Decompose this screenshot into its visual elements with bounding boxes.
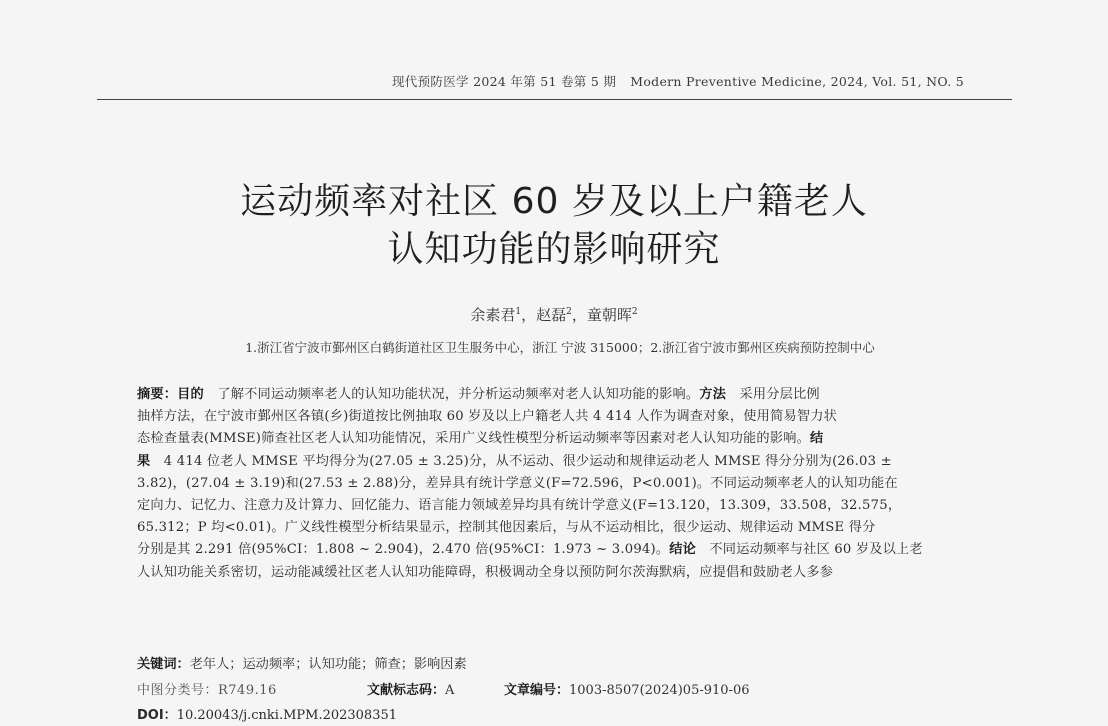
author-affil-mark: 2: [631, 307, 638, 317]
title-line-2: 认知功能的影响研究: [387, 229, 721, 270]
running-head: [392, 72, 972, 90]
abstract-section-heading: 果: [137, 453, 151, 469]
abstract-section-heading: 目的: [177, 387, 204, 402]
abstract-text: 3.82)，(27.04 ± 3.19)和(27.53 ± 2.88)分，差异具有统计学意义(F=72.596，P<0.001)。不同运动频率老人的认知功能在: [137, 475, 898, 491]
abstract-text: 人认知功能关系密切，运动能减缓社区老人认知功能障碍，积极调动全身以预防阿尔茨海默病，应提倡和鼓励老人多参: [137, 564, 834, 580]
author-list: 余素君$^1$，赵磊$^2$，童朝晖$^2$: [470, 306, 638, 324]
doi-value: 10.20043/j.cnki.MPM.202308351: [176, 708, 398, 723]
abstract-line: [137, 406, 977, 428]
abstract-line: [137, 562, 977, 584]
affiliation: 1.浙江省宁波市鄞州区白鹤街道社区卫生服务中心，浙江 宁波 315000；2.浙江省宁波市鄞州区疾病预防控制中心: [245, 340, 875, 355]
abstract-line: [137, 495, 977, 517]
abstract-line: [137, 428, 977, 450]
abstract-text: 65.312；P 均<0.01)。广义线性模型分析结果显示，控制其他因素后，与从不运动相比，很少运动、规律运动 MMSE 得分: [137, 520, 876, 536]
journal-name-cn: 现代预防医学 2024 年第 51 卷第 5 期: [392, 74, 617, 89]
article-number-value: 1003-8507(2024)05-910-06: [569, 683, 750, 698]
abstract-line: [137, 384, 977, 406]
classification-row: [137, 679, 750, 698]
author-name: 赵磊: [536, 306, 567, 324]
document-code-label: 文献标志码：: [367, 683, 446, 698]
author-affil-mark: 1: [515, 307, 522, 317]
abstract-text: 不同运动频率与社区 60 岁及以上老: [696, 542, 923, 558]
abstract: [137, 384, 977, 584]
abstract-section-heading: 结论: [669, 542, 697, 558]
document-code-value: A: [445, 683, 455, 698]
abstract-label: 摘要：: [137, 387, 178, 402]
abstract-text: 4 414 位老人 MMSE 平均得分为(27.05 ± 3.25)分，从不运动、很少运动和规律运动老人 MMSE 得分分别为(26.03 ±: [150, 453, 892, 469]
abstract-text: 态检查量表(MMSE)筛查社区老人认知功能情况，采用广义线性模型分析运动频率等因素对老人认知功能的影响。: [137, 431, 810, 447]
abstract-text: 了解不同运动频率老人的认知功能状况，并分析运动频率对老人认知功能的影响。: [203, 387, 700, 402]
doi: [137, 704, 397, 723]
clc-number: 中图分类号：R749.16: [137, 683, 277, 698]
abstract-line: [137, 517, 977, 539]
abstract-text: 分别是其 2.291 倍(95%CI：1.808 ~ 2.904)，2.470 倍(95%CI：1.973 ~ 3.094)。: [137, 542, 670, 558]
keywords-text: 老年人；运动频率；认知功能；筛查；影响因素: [189, 657, 467, 672]
journal-name-en: Modern Preventive Medicine, 2024, Vol. 51, NO. 5: [630, 74, 964, 89]
header-rule: [97, 99, 1012, 100]
abstract-line: [137, 539, 977, 561]
abstract-text: 采用分层比例: [726, 387, 820, 402]
article-title: [0, 178, 1108, 274]
abstract-text: 抽样方法，在宁波市鄞州区各镇(乡)街道按比例抽取 60 岁及以上户籍老人共 4 414 人作为调查对象，使用简易智力状: [137, 409, 838, 425]
doi-label: DOI：: [137, 708, 177, 723]
abstract-line: [137, 451, 977, 473]
article-number: [504, 679, 750, 698]
author-name: 余素君: [470, 306, 516, 324]
author-affil-mark: 2: [566, 307, 572, 317]
keywords: [137, 653, 467, 672]
abstract-section-heading: 结: [809, 431, 824, 447]
abstract-section-heading: 方法: [699, 387, 727, 402]
title-line-1: 运动频率对社区 60 岁及以上户籍老人: [240, 181, 868, 222]
document-code: [367, 679, 454, 698]
keywords-label: 关键词：: [137, 657, 190, 672]
article-number-label: 文章编号：: [504, 683, 570, 698]
abstract-text: 定向力、记忆力、注意力及计算力、回忆能力、语言能力领域差异均具有统计学意义(F=13.120，13.309，33.508，32.575，: [137, 498, 902, 514]
abstract-line: [137, 473, 977, 495]
author-name: 童朝晖: [586, 306, 632, 324]
